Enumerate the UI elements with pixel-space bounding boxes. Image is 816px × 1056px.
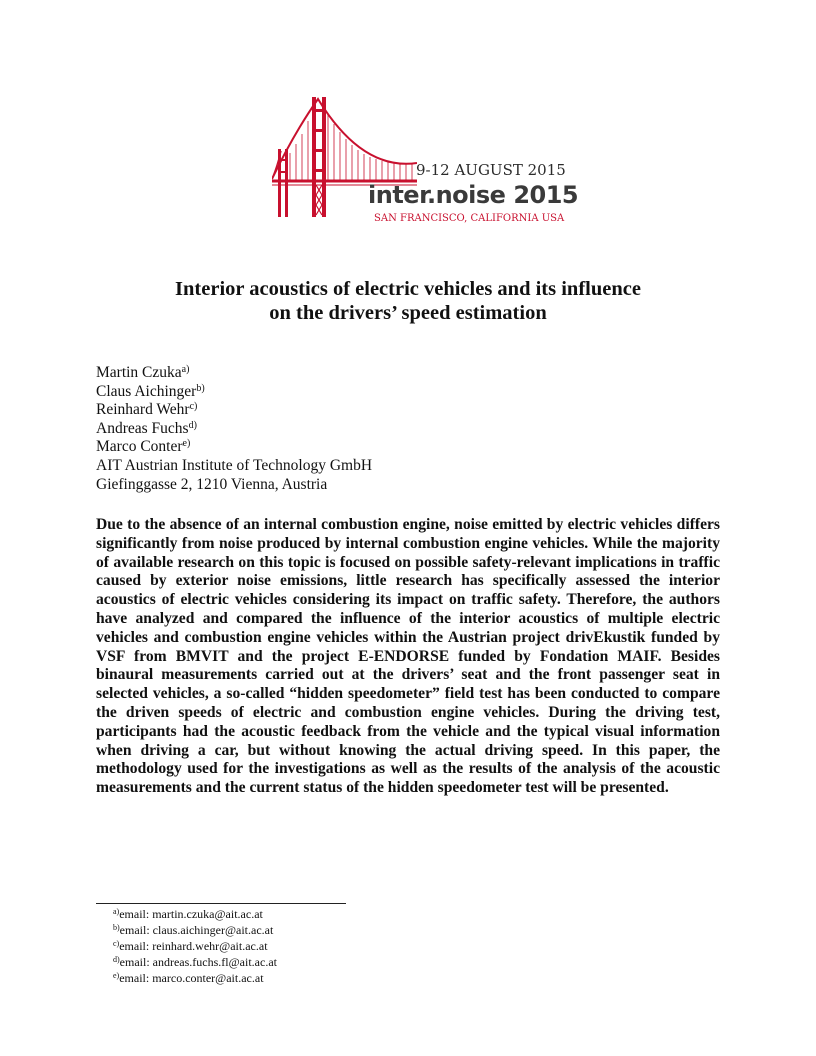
- footnote: [113, 938, 277, 954]
- abstract: Due to the absence of an internal combustion engine, noise emitted by electric vehicles differs significantly from noise produced by internal combustion engine vehicles. While the majority of available research on this topic is focused on possible safety-relevant implications in traffic caused by exterior noise emissions, little research has specifically assessed the interior acoustics of electric vehicles considering its impact on traffic safety. Therefore, the authors have analyzed and compared the influence of the interior acoustics of multiple electric vehicles and combustion engine vehicles within the Austrian project drivEkustik funded by VSF from BMVIT and the project E-ENDORSE funded by Fondation MAIF. Besides binaural measurements carried out at the drivers’ seat and the front passenger seat in selected vehicles, a so-called “hidden speedometer” field test has been conducted to compare the driven speeds of electric and combustion engine vehicles. During the driving test, participants had the acoustic feedback from the vehicle and the typical visual information when driving a car, but without knowing the actual driving speed. In this paper, the methodology used for the investigations as well as the results of the analysis of the acoustic measurements and the current status of the hidden speedometer test will be presented.: [96, 516, 720, 797]
- footnote-mark: c): [113, 939, 120, 948]
- author: [96, 420, 372, 439]
- author-name: Marco Conter: [96, 438, 183, 456]
- footnotes: [113, 906, 277, 986]
- footnote-email: email: martin.czuka@ait.ac.at: [119, 907, 263, 921]
- footnote-email: email: marco.conter@ait.ac.at: [119, 971, 264, 985]
- author-name: Reinhard Wehr: [96, 401, 190, 419]
- author-block: [96, 364, 372, 494]
- author-mark: b): [196, 382, 205, 394]
- affiliation: AIT Austrian Institute of Technology GmbH: [96, 456, 373, 474]
- footnote-mark: a): [113, 907, 120, 916]
- author-mark: e): [182, 438, 191, 450]
- conference-date: 9-12 AUGUST 2015: [416, 161, 566, 179]
- author-mark: a): [181, 364, 190, 375]
- footnote: [113, 906, 277, 922]
- author-mark: d): [188, 419, 197, 431]
- footnote-mark: b): [113, 923, 120, 932]
- footnote-email: email: reinhard.wehr@ait.ac.at: [119, 939, 268, 953]
- conference-name: inter.noise 2015: [368, 181, 579, 209]
- paper-title: [96, 277, 720, 325]
- footnote-rule: [96, 903, 346, 904]
- author-name: Martin Czuka: [96, 364, 182, 381]
- title-line-2: on the drivers’ speed estimation: [269, 302, 547, 324]
- title-line-1: Interior acoustics of electric vehicles and its influence: [175, 278, 641, 300]
- author-mark: c): [189, 401, 198, 413]
- footnote: [113, 922, 277, 938]
- footnote-mark: e): [113, 971, 120, 980]
- conference-location: SAN FRANCISCO, CALIFORNIA USA: [374, 213, 565, 224]
- author: [96, 401, 372, 420]
- footnote-email: email: claus.aichinger@ait.ac.at: [119, 923, 274, 937]
- footnote: [113, 954, 277, 970]
- footnote-email: email: andreas.fuchs.fl@ait.ac.at: [119, 955, 277, 969]
- author: [96, 383, 372, 402]
- author-name: Claus Aichinger: [96, 382, 197, 400]
- address: Giefinggasse 2, 1210 Vienna, Austria: [96, 475, 328, 493]
- conference-logo: [272, 93, 579, 233]
- author: [96, 364, 372, 383]
- author: [96, 438, 372, 457]
- footnote: [113, 970, 277, 986]
- author-name: Andreas Fuchs: [96, 419, 189, 437]
- footnote-mark: d): [113, 955, 120, 964]
